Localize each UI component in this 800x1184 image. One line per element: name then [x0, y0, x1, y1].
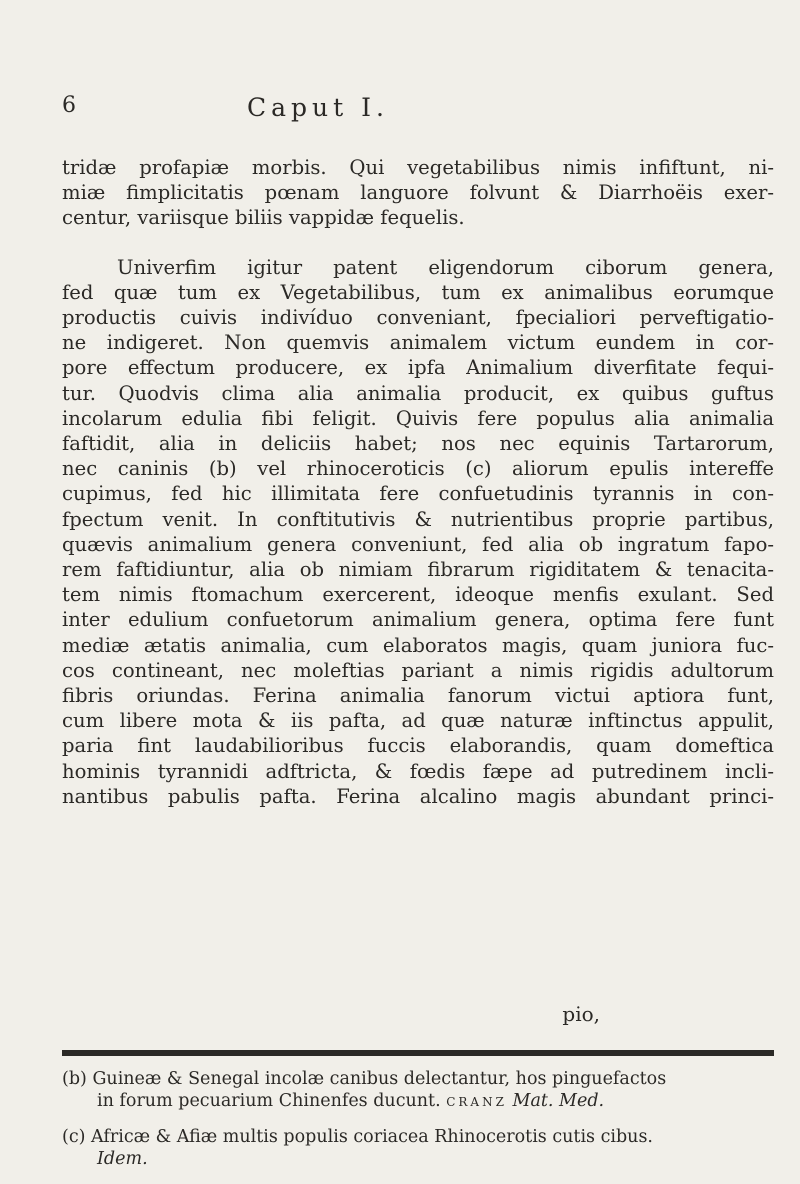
footnote-mark: (c)	[62, 1127, 86, 1147]
running-head	[62, 93, 760, 129]
text-line: paria fint laudabilioribus fuccis elaborandis, quam domeftica	[62, 734, 774, 758]
text-line: fibris oriundas. Ferina animalia fanorum victui aptiora funt,	[62, 684, 774, 708]
footnote-line	[62, 1126, 774, 1148]
text-line: fpectum venit. In conftitutivis & nutrientibus proprie partibus,	[62, 507, 774, 531]
text-line: cupimus, fed hic illimitata fere confuetudinis tyrannis in con-	[62, 482, 774, 506]
text-line: nec caninis (b) vel rhinoceroticis (c) aliorum epulis intereffe	[62, 457, 774, 481]
text-line: mediæ ætatis animalia, cum elaboratos magis, quam juniora fuc-	[62, 633, 774, 657]
footnote-source: Idem.	[97, 1149, 148, 1169]
footnote-text: Guineæ & Senegal incolæ canibus delectantur, hos pinguefactos	[92, 1069, 667, 1089]
body-text	[62, 155, 774, 809]
text-line: tem nimis ftomachum exercerent, ideoque menfis exulant. Sed	[62, 583, 774, 607]
footnote-line	[62, 1068, 774, 1090]
text-line: tur. Quodvis clima alia animalia producit, ex quibus guftus	[62, 381, 774, 405]
footnote-c	[62, 1126, 774, 1170]
text-line: faftidit, alia in deliciis habet; nos nec equinis Tartarorum,	[62, 432, 774, 456]
footnote-rule	[62, 1050, 774, 1056]
footnote-line	[62, 1090, 774, 1112]
text-line: cos contineant, nec moleftias pariant a nimis rigidis adultorum	[62, 658, 774, 682]
text-line: ne indigeret. Non quemvis animalem victum eundem in cor-	[62, 331, 774, 355]
text-line: tridæ profapiæ morbis. Qui vegetabilibus nimis infiftunt, ni-	[62, 156, 774, 179]
text-line: hominis tyrannidi adftricta, & fœdis fæpe ad putredinem incli-	[62, 759, 774, 783]
text-line: incolarum edulia fibi feligit. Quivis fere populus alia animalia	[62, 406, 774, 430]
footnote-mark: (b)	[62, 1069, 87, 1089]
text-line: miæ fimplicitatis pœnam languore folvunt & Diarrhoëis exer-	[62, 181, 774, 205]
footnote-author: cranz	[446, 1091, 507, 1111]
catchword: pio,	[562, 1002, 600, 1026]
chapter-title: Caput I.	[247, 93, 389, 122]
text-line: pore effectum producere, ex ipfa Animalium diverfitate fequi-	[62, 356, 774, 380]
text-line: inter edulium confuetorum animalium genera, optima fere funt	[62, 608, 774, 632]
paragraph-gap	[62, 231, 774, 255]
text-line: centur, variisque biliis vappidæ fequelis.	[62, 206, 465, 230]
footnote-text: in forum pecuarium Chinenfes ducunt.	[97, 1091, 441, 1111]
text-line: Univerfim igitur patent eligendorum ciborum genera,	[117, 255, 774, 279]
paragraph-2	[62, 255, 774, 809]
text-line: nantibus pabulis pafta. Ferina alcalino magis abundant princi-	[62, 784, 774, 808]
text-line: fed quæ tum ex Vegetabilibus, tum ex animalibus eorumque	[62, 280, 774, 304]
text-line: rem faftidiuntur, alia ob nimiam fibrarum rigiditatem & tenacita-	[62, 558, 774, 582]
footnote-text: Africæ & Afiæ multis populis coriacea Rhinocerotis cutis cibus.	[91, 1127, 653, 1147]
text-line: productis cuivis indivíduo conveniant, fpecialiori perveftigatio-	[62, 306, 774, 330]
text-line: cum libere mota & iis pafta, ad quæ naturæ inftinctus appulit,	[62, 709, 774, 733]
footnote-b	[62, 1068, 774, 1112]
footnote-source: Mat. Med.	[512, 1091, 605, 1111]
paragraph-1	[62, 155, 774, 231]
page-number: 6	[62, 93, 76, 118]
text-line: quævis animalium genera conveniunt, fed alia ob ingratum fapo-	[62, 532, 774, 556]
